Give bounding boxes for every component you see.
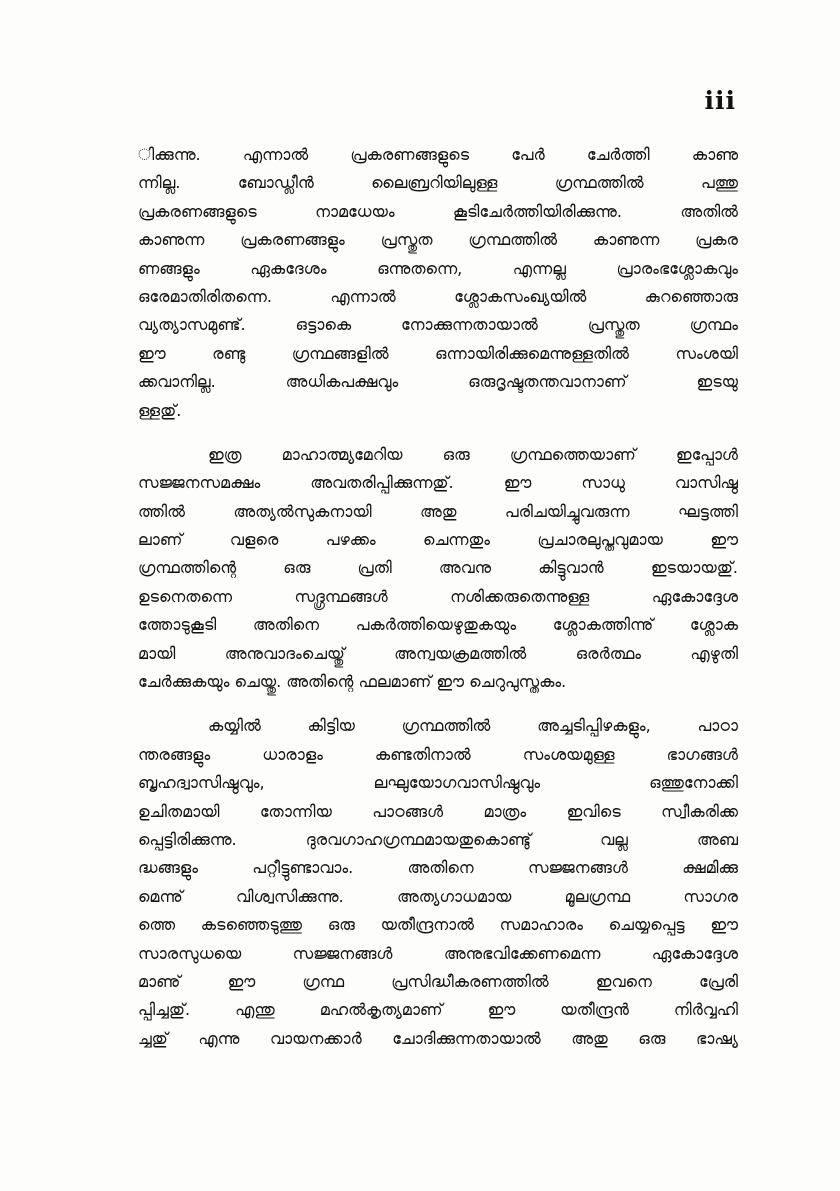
text-line: മാണു് ഈ ഗ്രന്ഥ പ്രസിദ്ധീകരണത്തിൽ ഇവനെ പ്രേരി	[138, 971, 738, 991]
text-line: ത്തെ കടഞ്ഞെടുത്തു ഒരു യതീന്ദ്രനാൽ സമാഹാരം ചെയ്യപ്പെട്ട ഈ	[138, 915, 738, 935]
text-line: ള്ളതു്.	[138, 400, 182, 420]
text-line: ഉചിതമായി തോന്നിയ പാഠങ്ങൾ മാത്രം ഇവിടെ സ്വീകരിക്ക	[138, 801, 738, 821]
text-line: ന്തരങ്ങളും ധാരാളം കണ്ടതിനാൽ സംശയമുള്ള ഭാഗങ്ങൾ	[138, 744, 738, 764]
text-line: ത്തോടുകൂടി അതിനെ പകർത്തിയെഴുതുകയും ശ്ലോകത്തിന്നു് ശ്ലോക	[138, 615, 738, 635]
text-line: പ്രകരണങ്ങളുടെ നാമധേയം കൂടിചേർത്തിയിരിക്കുന്നു. അതിൽ	[138, 201, 738, 221]
paragraph-1	[138, 141, 738, 425]
text-line: ച്ചതു് എന്നു വായനക്കാർ ചോദിക്കുന്നതായാൽ അതു ഒരു ഭാഷ്യ	[138, 1028, 738, 1048]
text-line: മെന്നു് വിശ്വസിക്കുന്നു. അത്യഗാധമായ മൂലഗ്രന്ഥ സാഗര	[138, 886, 738, 906]
text-line: ത്തിൽ അത്യൽസുകനായി അതു പരിചയിച്ചുവരുന്ന ഘട്ടത്തി	[138, 501, 738, 521]
text-line: ണങ്ങളും ഏകദേശം ഒന്നുതന്നെ, എന്നല്ല പ്രാരംഭശ്ലോകവും	[138, 258, 738, 278]
text-line: ചേർക്കുകയും ചെയ്തു. അതിന്റെ ഫലമാണ് ഈ ചെറുപുസ്തകം.	[138, 672, 567, 692]
text-line: പ്പിച്ചതു്. എന്തു മഹൽകൃത്യമാണ് ഈ യതീന്ദ്രൻ നിർവ്വഹി	[138, 1000, 738, 1020]
text-line: ഒരേമാതിരിതന്നെ. എന്നാൽ ശ്ലോകസംഖ്യയിൽ കുറഞ്ഞൊരു	[138, 286, 738, 306]
text-line: ബൃഹദ്വാസിഷ്ഠവും, ലഘുയോഗവാസിഷ്ഠവും ഒത്തുനോക്കി	[138, 773, 738, 793]
text-line: വ്യത്യാസമുണ്ട്. ഒട്ടാകെ നോക്കുന്നതായാൽ പ്രസ്തുത ഗ്രന്ഥം	[138, 315, 738, 335]
body-text	[138, 141, 738, 1053]
text-line: പ്പെട്ടിരിക്കുന്നു. ദുരവഗാഹഗ്രന്ഥമായതുകൊണ്ടു് വല്ല അബ	[138, 829, 738, 849]
text-line: സജ്ജനസമക്ഷം അവതരിപ്പിക്കുന്നതു്. ഈ സാധു വാസിഷ്ഠ	[138, 473, 738, 493]
text-line: ഇത്ര മാഹാത്മ്യമേറിയ ഒരു ഗ്രന്ഥത്തെയാണ് ഇപ്പോൾ	[208, 444, 738, 464]
paragraph-3	[138, 712, 738, 1053]
text-line: മായി അനുവാദംചെയ്തു് അന്വയക്രമത്തിൽ ഒരർത്ഥം എഴുതി	[138, 643, 738, 663]
page-number: iii	[704, 86, 736, 115]
text-line: ലാണ് വളരെ പഴക്കം ചെന്നതും പ്രചാരലുപ്തവുമായ ഈ	[138, 530, 738, 550]
paragraph-2	[138, 441, 738, 697]
text-line: ഈ രണ്ടു ഗ്രന്ഥങ്ങളിൽ ഒന്നായിരിക്കുമെന്നുള്ളതിൽ സംശയി	[138, 343, 738, 363]
text-line: ിക്കുന്നു. എന്നാൽ പ്രകരണങ്ങളുടെ പേർ ചേർത്തി കാണു	[138, 145, 738, 164]
text-line: കാണുന്ന പ്രകരണങ്ങളും പ്രസ്തുത ഗ്രന്ഥത്തിൽ കാണുന്ന പ്രകര	[138, 230, 738, 250]
text-line: ക്കവാനില്ല. അധികപക്ഷവും ഒരുദൃഷ്ടതന്തവാനാണ് ഇടയു	[138, 372, 738, 392]
text-line: കയ്യിൽ കിട്ടിയ ഗ്രന്ഥത്തിൽ അച്ചടിപ്പിഴകളും, പാഠാ	[208, 716, 738, 736]
text-line: ഉടനെതന്നെ സദ്ഗ്രന്ഥങ്ങൾ നശിക്കരുതെന്നുള്ള ഏകോദ്ദേശ	[138, 586, 738, 606]
text-line: ന്നില്ല. ബോഡ്ലീൻ ലൈബ്രറിയിലുള്ള ഗ്രന്ഥത്തിൽ പത്തു	[138, 173, 738, 193]
text-line: ദ്ധങ്ങളും പറ്റീട്ടുണ്ടാവാം. അതിനെ സജ്ജനങ്ങൾ ക്ഷമിക്കു	[138, 858, 738, 878]
text-line: സാരസുധയെ സജ്ജനങ്ങൾ അനുഭവിക്കേണമെന്ന ഏകോദ്ദേശ	[138, 943, 738, 963]
text-line: ഗ്രന്ഥത്തിന്റെ ഒരു പ്രതി അവനു കിട്ടുവാൻ ഇടയായതു്.	[138, 558, 738, 578]
